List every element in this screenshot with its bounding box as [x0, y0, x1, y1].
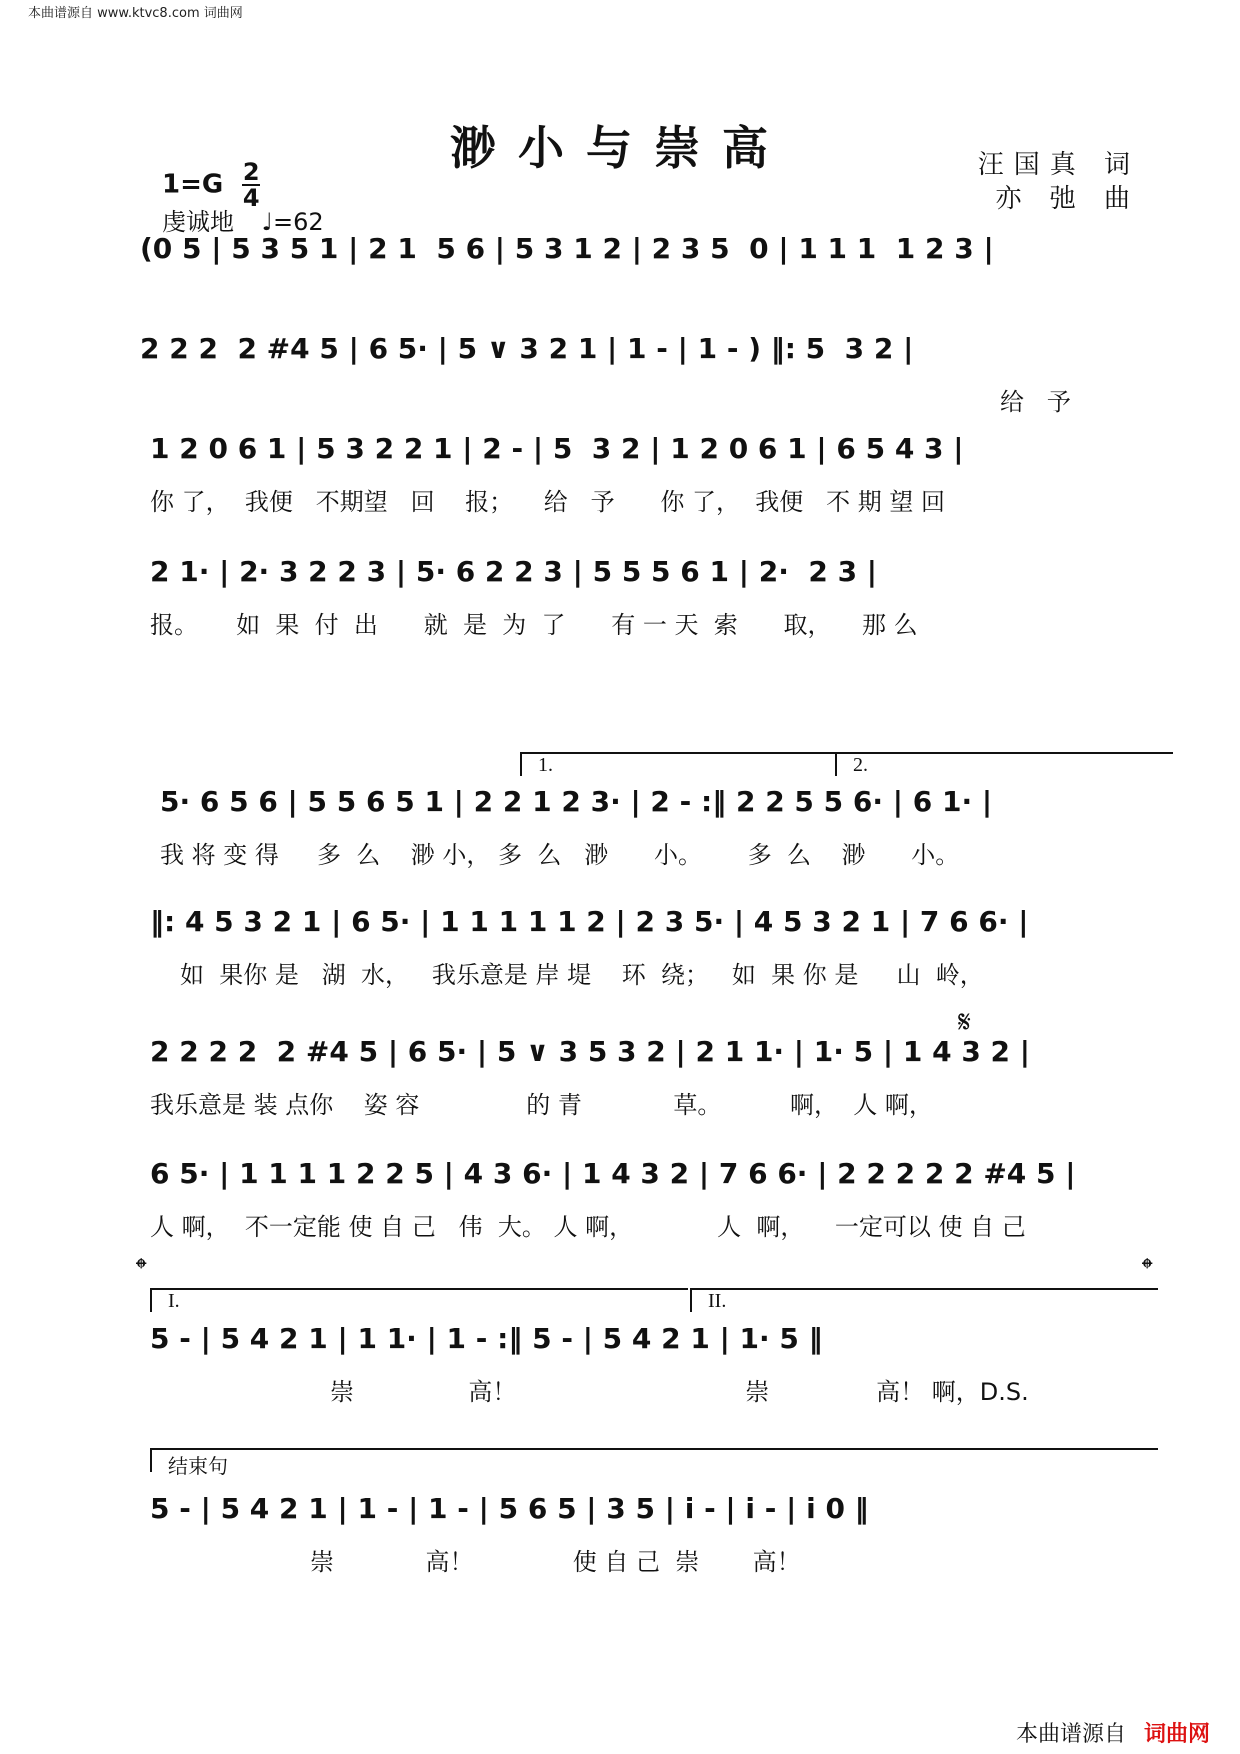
lyrics-line: 我乐意是 装 点你 姿 容 的 青 草。 啊， 人 啊，	[150, 1091, 933, 1119]
volta-second: 2.	[835, 752, 1173, 776]
composer-credit: 亦 弛 曲	[995, 184, 1140, 214]
coda-mark-left: 𝄌	[136, 1252, 147, 1287]
notes-line: 2 2 2 2 2 #4 5 | 6 5· | 5 ∨ 3 5 3 2 | 2 1 1· | 1· 5 | 1 4 3 2 |	[150, 1035, 1031, 1068]
lyrics-line	[0, 282, 1240, 318]
coda-volta: 结束句	[150, 1448, 1158, 1472]
notes-line: 1 2 0 6 1 | 5 3 2 2 1 | 2 - | 5 3 2 | 1 2 0 6 1 | 6 5 4 3 |	[150, 432, 964, 465]
lyricist-credit: 汪国真 词	[977, 150, 1140, 180]
watermark-bottom	[1016, 1717, 1210, 1748]
lyrics-line: 你 了， 我便 不期望 回 报； 给 予 你 了， 我便 不 期 望 回	[150, 488, 946, 516]
lyrics-line: 我 将 变 得 多 么 渺 小， 多 么 渺 小。 多 么 渺 小。	[160, 841, 960, 869]
expression: 虔诚地	[162, 208, 234, 236]
volta-second-b: II.	[690, 1288, 1158, 1312]
lyrics-line: 崇 高！ 使 自 己 崇 高！	[310, 1548, 801, 1576]
volta-first: 1.	[520, 752, 838, 776]
notes-line: 2 2 2 2 #4 5 | 6 5· | 5 ∨ 3 2 1 | 1 - | 1 - ) ‖: 5 3 2 |	[140, 332, 914, 365]
notes-line: 5 - | 5 4 2 1 | 1 - | 1 - | 5 6 5 | 3 5 | i - | i - | i 0 ‖	[150, 1492, 869, 1525]
song-title: 渺小与崇高	[450, 121, 790, 175]
tempo-value: ♩=62	[261, 208, 324, 236]
segno-mark: 𝄋	[958, 1005, 971, 1040]
notes-line: ‖: 4 5 3 2 1 | 6 5· | 1 1 1 1 1 2 | 2 3 5· | 4 5 3 2 1 | 7 6 6· |	[150, 905, 1029, 938]
lyrics-line: 如 果你 是 湖 水， 我乐意是 岸 堤 环 绕； 如 果 你 是 山 岭，	[180, 961, 984, 989]
time-signature: $\frac{2}{4}$	[242, 158, 260, 212]
lyrics-line: 崇 高！ 崇 高！ 啊，D.S.	[330, 1378, 1029, 1406]
watermark-top: 本曲谱源自 www.ktvc8.com 词曲网	[28, 6, 243, 21]
lyrics-line: 给 予	[1000, 388, 1071, 416]
coda-mark-right: 𝄌	[1142, 1252, 1153, 1287]
notes-line: 2 1· | 2· 3 2 2 3 | 5· 6 2 2 3 | 5 5 5 6 1 | 2· 2 3 |	[150, 555, 878, 588]
notes-line: (0 5 | 5 3 5 1 | 2 1 5 6 | 5 3 1 2 | 2 3 5 0 | 1 1 1 1 2 3 |	[140, 232, 994, 265]
watermark-bottom-right: 词曲网	[1143, 1722, 1210, 1747]
notes-line: 5· 6 5 6 | 5 5 6 5 1 | 2 2 1 2 3· | 2 - :‖ 2 2 5 5 6· | 6 1· |	[160, 785, 993, 818]
lyrics-line: 人 啊， 不一定能 使 自 己 伟 大。 人 啊， 人 啊， 一定可以 使 自 己	[150, 1213, 1026, 1241]
notes-line: 5 - | 5 4 2 1 | 1 1· | 1 - :‖ 5 - | 5 4 2 1 | 1· 5 ‖	[150, 1322, 823, 1355]
watermark-bottom-left: 本曲谱源自	[1015, 1722, 1126, 1747]
key-label: 1=G	[162, 169, 224, 200]
notes-line: 6 5· | 1 1 1 1 2 2 5 | 4 3 6· | 1 4 3 2 | 7 6 6· | 2 2 2 2 2 #4 5 |	[150, 1157, 1076, 1190]
lyrics-line: 报。 如 果 付 出 就 是 为 了 有 一 天 索 取， 那 么	[150, 611, 918, 639]
volta-first-b: I.	[150, 1288, 688, 1312]
